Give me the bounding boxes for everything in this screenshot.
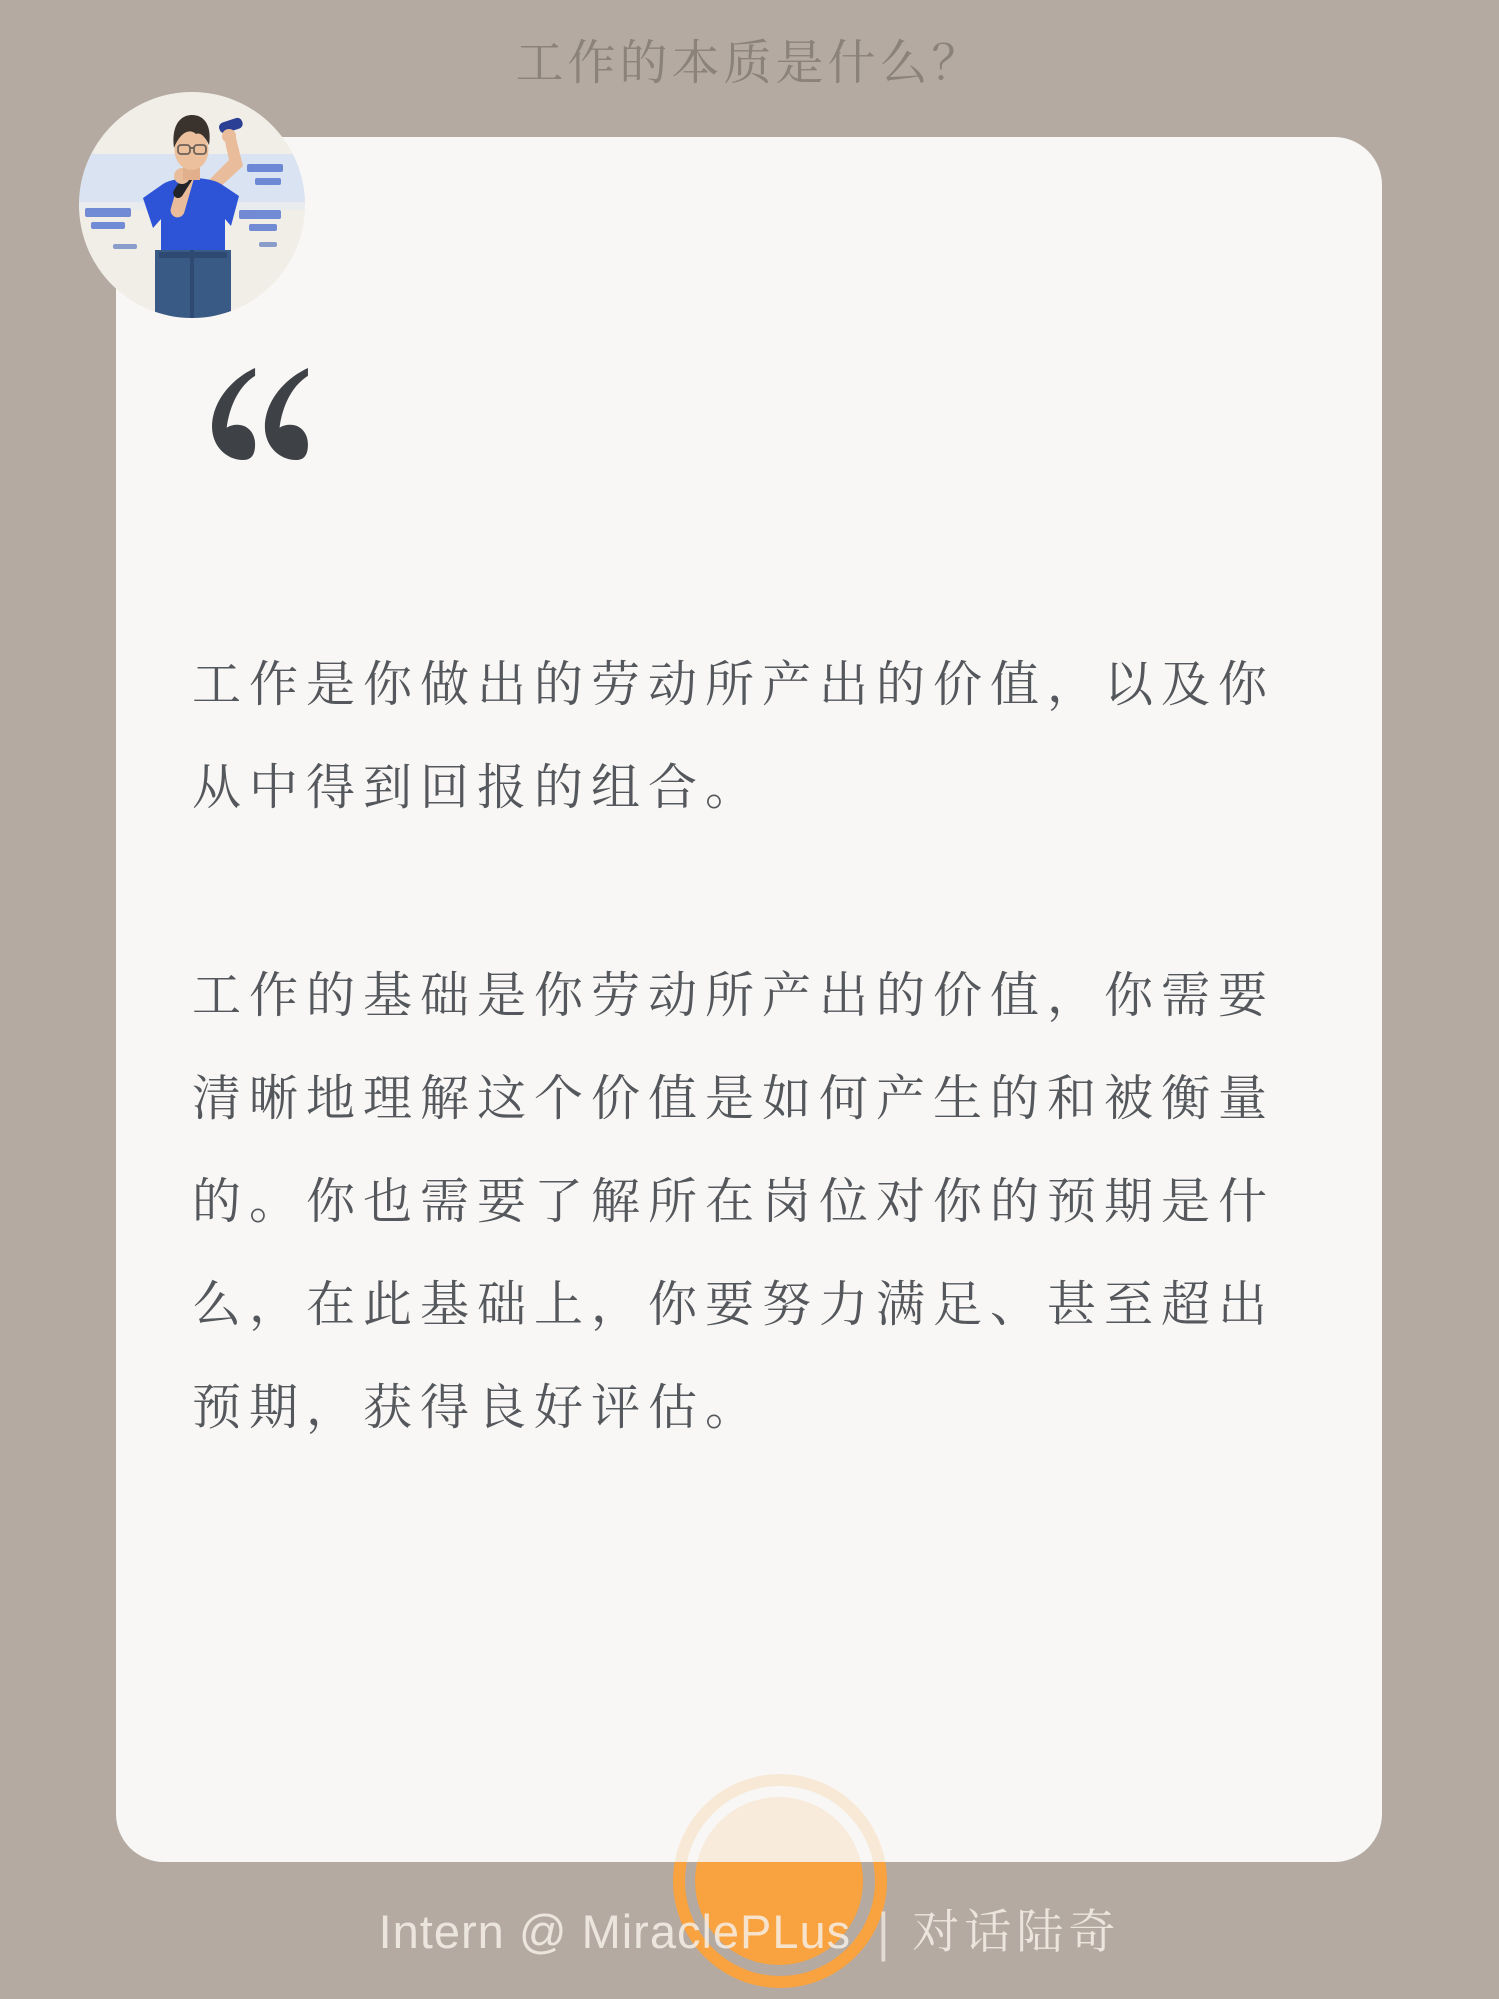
footer-topic-label: 对话陆奇 — [912, 1905, 1121, 1958]
quote-paragraph: 工作是你做出的劳动所产出的价值，以及你从中得到回报的组合。 — [192, 658, 1276, 815]
quote-body — [192, 634, 1284, 1460]
quote-icon — [210, 368, 308, 465]
quote-paragraph: 工作的基础是你劳动所产出的价值，你需要清晰地理解这个价值是如何产生的和被衡量的。你也需要了解所在岗位对你的预期是什么，在此基础上，你要努力满足、甚至超出预期，获得良好评估。 — [192, 969, 1276, 1435]
footer-brand-label: Intern @ MiraclePLus — [378, 1905, 852, 1958]
avatar — [79, 92, 305, 318]
footer-separator: | — [877, 1900, 891, 1962]
page-title: 工作的本质是什么？ — [515, 37, 984, 90]
footer — [0, 1902, 1499, 1962]
avatar-photo — [79, 92, 305, 318]
